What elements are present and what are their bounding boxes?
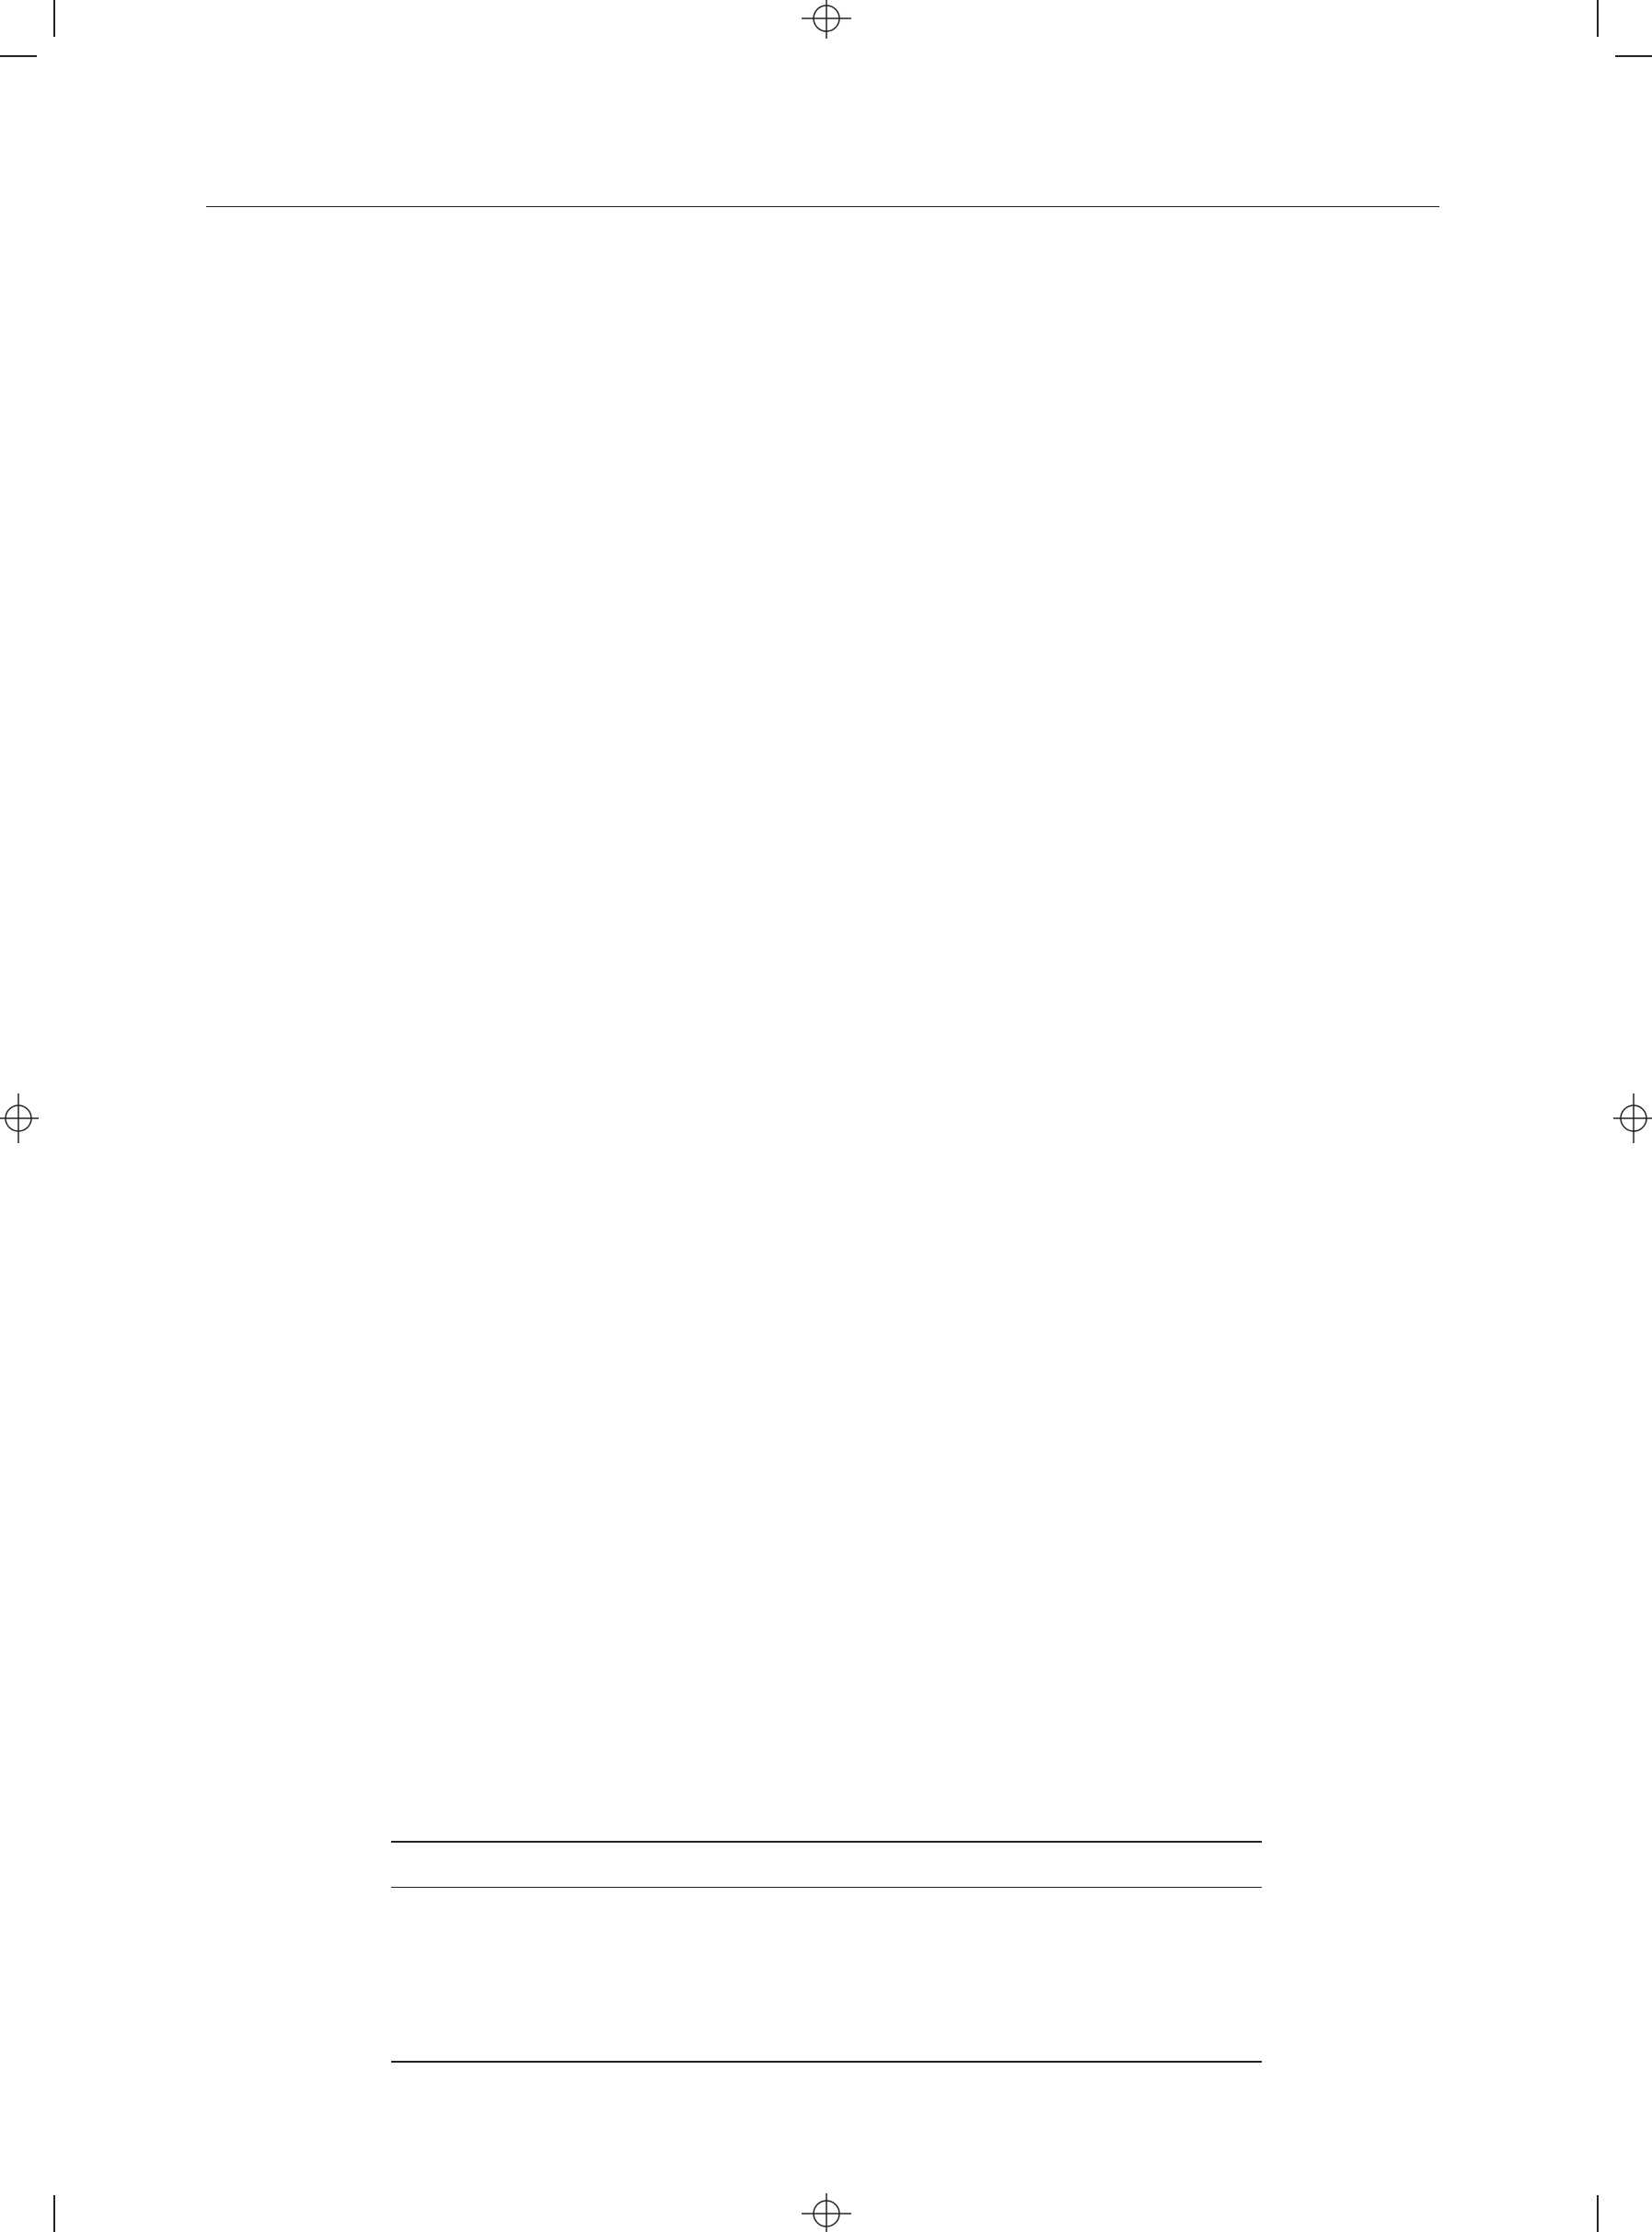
results-table <box>391 1841 1262 2063</box>
table-header-cell <box>717 1842 826 1888</box>
table-cell <box>717 2018 826 2062</box>
table-cell <box>826 2018 935 2062</box>
table-cell <box>607 1974 717 2018</box>
table-cell <box>607 2018 717 2062</box>
table-row <box>391 1888 1262 1932</box>
table-cell <box>391 1931 607 1974</box>
table-row <box>391 1931 1262 1974</box>
registration-mark-icon <box>1611 1086 1652 1151</box>
crop-mark <box>0 55 37 57</box>
crop-mark <box>1597 0 1599 37</box>
crop-mark <box>53 0 55 37</box>
table-cell <box>935 1931 1045 1974</box>
table-cell <box>717 1888 826 1932</box>
table-row <box>391 2018 1262 2062</box>
table-cell <box>935 1974 1045 2018</box>
registration-mark-icon <box>794 0 859 41</box>
left-column <box>206 241 795 254</box>
table-cell <box>391 2018 607 2062</box>
table-cell <box>1044 2018 1153 2062</box>
running-header <box>206 166 1439 207</box>
table-header-row <box>391 1842 1262 1888</box>
table-cell <box>826 1974 935 2018</box>
registration-mark-icon <box>0 1086 41 1151</box>
table-cell <box>826 1888 935 1932</box>
table-header-cell <box>391 1842 607 1888</box>
table-header-cell <box>935 1842 1045 1888</box>
table-cell <box>1044 1888 1153 1932</box>
table-header-cell <box>826 1842 935 1888</box>
table-header-cell <box>1153 1842 1263 1888</box>
crop-mark <box>53 2195 55 2232</box>
chart-panel-b <box>814 1238 1376 1643</box>
table-cell <box>1153 1931 1263 1974</box>
table-cell <box>717 1931 826 1974</box>
table-cell <box>1044 1974 1153 2018</box>
registration-mark-icon <box>794 2191 859 2232</box>
table-header-cell <box>607 1842 717 1888</box>
table-header-cell <box>1044 1842 1153 1888</box>
table-cell <box>935 1888 1045 1932</box>
table-cell <box>1153 2018 1263 2062</box>
table-cell <box>1153 1888 1263 1932</box>
table-cell <box>826 1931 935 1974</box>
table-cell <box>607 1931 717 1974</box>
table-cell <box>935 2018 1045 2062</box>
chart-panel-a <box>258 1238 828 1643</box>
crop-mark <box>1597 2195 1599 2232</box>
table-cell <box>717 1974 826 2018</box>
table-cell <box>1153 1974 1263 2018</box>
table-cell <box>607 1888 717 1932</box>
table-cell <box>1044 1931 1153 1974</box>
table-cell <box>391 1888 607 1932</box>
table-cell <box>391 1974 607 2018</box>
table-row <box>391 1974 1262 2018</box>
crop-mark <box>1615 55 1652 57</box>
